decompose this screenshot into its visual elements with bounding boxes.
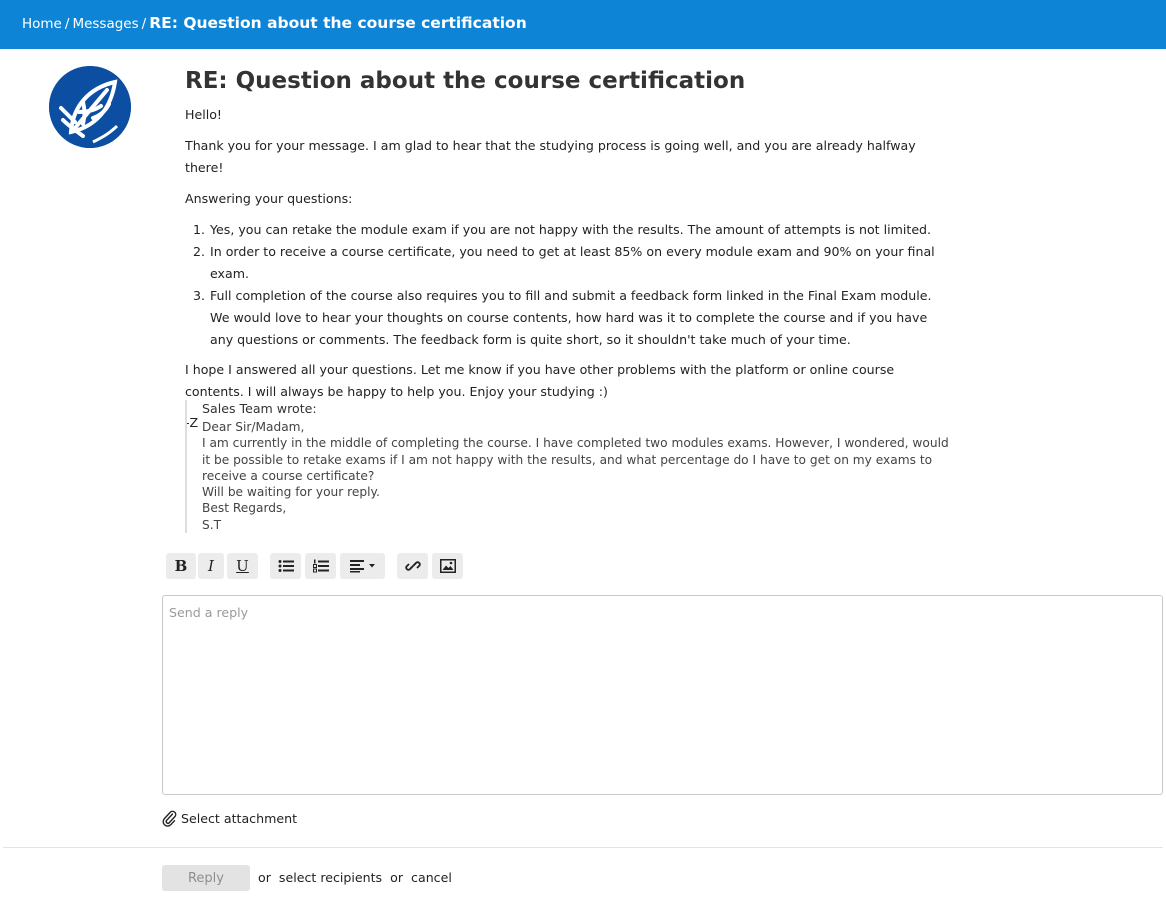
reply-editor [162,595,1163,795]
quote-line: S.T [202,517,222,532]
quoted-message [185,400,955,533]
align-dropdown-button[interactable] [340,553,385,579]
reply-actions [258,869,456,887]
message-paragraph: Thank you for your message. I am glad to hear that the studying process is going well, and you are already halfway there! [185,138,916,175]
message-title: RE: Question about the course certification [185,68,746,94]
underline-button[interactable] [227,553,258,579]
list-item: 1. Yes, you can retake the module exam if you are not happy with the results. The amount of attempts is not limited. [209,219,945,241]
sender-avatar [49,66,131,148]
breadcrumb-separator: / [64,16,70,32]
numbered-list-icon [313,559,329,573]
quote-line: I am currently in the middle of completing the course. I have completed two modules exams. However, I wondered, would it be possible to retake exams if I am not happy with the results, and what percentage do I have to get on my exams to receive a course certificate? [202,436,949,483]
quote-line: Best Regards, [202,501,287,516]
divider [3,847,1163,848]
reply-button[interactable]: Reply [162,865,250,891]
insert-image-button[interactable] [432,553,463,579]
header-bar [0,0,1166,49]
link-button[interactable] [397,553,428,579]
cancel-link[interactable]: cancel [411,870,452,885]
globe-leaf-logo-icon [49,66,131,148]
image-icon [440,559,456,573]
breadcrumb-home-link[interactable]: Home [22,16,62,32]
italic-button[interactable] [198,553,224,579]
bullet-list-icon [278,559,294,573]
numbered-list-button[interactable] [305,553,336,579]
reply-textarea[interactable] [163,596,1162,794]
bold-button[interactable] [166,553,196,579]
select-attachment-link[interactable] [162,810,297,827]
or-text: or [390,870,404,885]
bold-icon: B [174,557,188,575]
breadcrumb-current: RE: Question about the course certification [149,14,527,32]
message-paragraph: I hope I answered all your questions. Let me know if you have other problems with the platform or online course contents. I will always be happy to help you. Enjoy your studying :) [185,362,895,399]
list-item: 3. Full completion of the course also requires you to fill and submit a feedback form linked in the Final Exam module. We would love to hear your thoughts on course contents, how hard was it to complete the course and if you have any questions or comments. The feedback form is quite short, so it shouldn't take much of your time. [209,285,945,351]
breadcrumb-messages-link[interactable]: Messages [72,16,139,32]
bullet-list-button[interactable] [270,553,301,579]
paperclip-icon [162,810,177,827]
message-paragraph: Answering your questions: [185,191,353,206]
quote-line: Will be waiting for your reply. [202,485,380,500]
italic-icon: I [208,557,214,575]
message-signature: -Z [185,415,199,430]
select-attachment-label: Select attachment [181,811,298,826]
breadcrumb-separator: / [141,16,147,32]
list-item: 2. In order to receive a course certificate, you need to get at least 85% on every module exam and 90% on your final exam. [209,241,945,285]
quote-header: Sales Team wrote: [202,401,317,416]
answers-list [185,219,945,351]
quote-line: Dear Sir/Madam, [202,420,305,434]
message-body [185,104,945,443]
message-greeting: Hello! [185,107,222,122]
underline-icon: U [236,557,249,575]
link-icon [405,558,421,574]
or-text: or [258,870,271,885]
align-dropdown-icon [350,559,376,573]
select-recipients-link[interactable]: select recipients [278,870,383,885]
breadcrumb [22,13,527,34]
